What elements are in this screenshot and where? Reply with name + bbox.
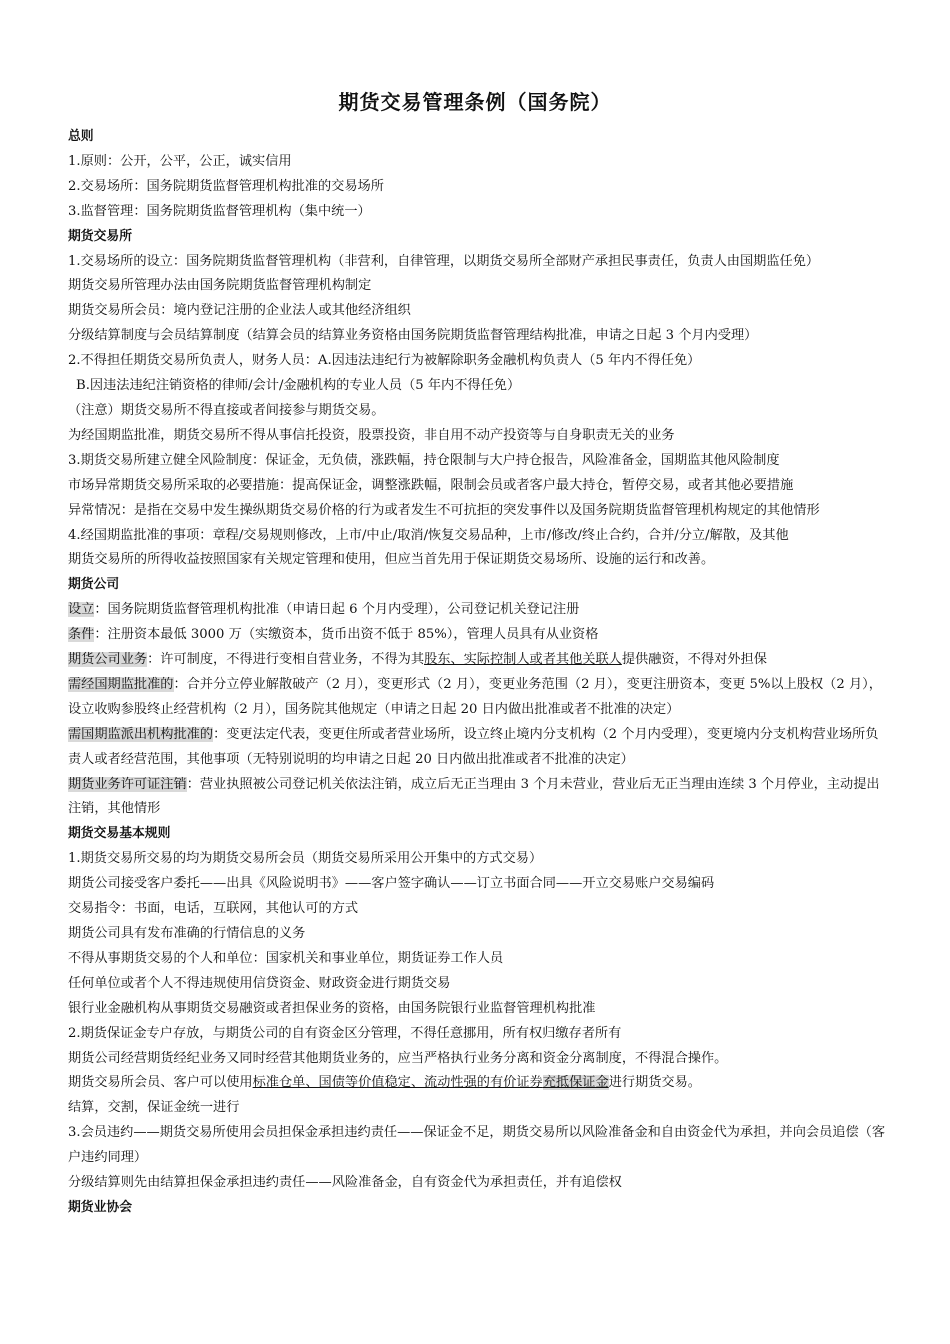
- paragraph-text: 提供融资，不得对外担保: [621, 652, 767, 668]
- paragraph: 银行业金融机构从事期货交易融资或者担保业务的资格，由国务院银行业监督管理机构批准: [68, 1000, 596, 1016]
- paragraph: 分级结算则先由结算担保金承担违约责任——风险准备金，自有资金代为承担责任，并有追偿权: [68, 1175, 622, 1191]
- paragraph-text: ：合并分立停业解散破产（2 月），变更形式（2 月），变更业务范围（2 月），变更注册资本，变更 5%以上股权（2 月），设立收购参股终止经营机构（2 月），国务院其他规定（申请之日起 20 日内做出批准或者不批准的决定）: [68, 676, 882, 717]
- highlighted-term: 条件: [68, 627, 95, 643]
- highlighted-term: 需国期监派出机构批准的: [68, 726, 214, 742]
- paragraph-text: ：注册资本最低 3000 万（实缴资本，货币出资不低于 85%），管理人员具有从业资格: [94, 627, 599, 643]
- paragraph-text: 期货交易所会员、客户可以使用: [68, 1075, 253, 1091]
- paragraph: 1.期货交易所交易的均为期货交易所会员（期货交易所采用公开集中的方式交易）: [68, 851, 543, 867]
- highlighted-term: 设立: [68, 602, 95, 618]
- paragraph: （注意）期货交易所不得直接或者间接参与期货交易。: [68, 402, 385, 418]
- paragraph: 2.期货保证金专户存放，与期货公司的自有资金区分管理，不得任意挪用，所有权归缴存者所有: [68, 1025, 622, 1041]
- paragraph: B.因违法违纪注销资格的律师/会计/金融机构的专业人员（5 年内不得任免）: [76, 378, 521, 394]
- paragraph: 期货交易所管理办法由国务院期货监督管理机构制定: [68, 278, 372, 294]
- paragraph: 3.会员违约——期货交易所使用会员担保金承担违约责任——保证金不足，期货交易所以风险准备金和自由资金代为承担，并向会员追偿（客户违约同理）: [68, 1125, 886, 1166]
- paragraph: [68, 673, 888, 723]
- underlined-text: 标准仓单、国债等价值稳定、流动性强的有价证券: [252, 1075, 543, 1091]
- highlighted-term: 期货业务许可证注销: [68, 776, 187, 792]
- section-heading-rules: 期货交易基本规则: [68, 826, 171, 842]
- document-title: 期货交易管理条例（国务院）: [338, 90, 612, 114]
- section-heading-general: 总则: [68, 129, 94, 144]
- document-body: [68, 125, 888, 1221]
- paragraph: 期货公司经营期货经纪业务又同时经营其他期货业务的，应当严格执行业务分离和资金分离制度，不得混合操作。: [68, 1050, 728, 1066]
- paragraph: 1.交易场所的设立：国务院期货监督管理机构（非营利，自律管理，以期货交易所全部财产承担民事责任，负责人由国期监任免）: [68, 253, 820, 269]
- paragraph: 不得从事期货交易的个人和单位：国家机关和事业单位，期货证券工作人员: [68, 950, 504, 966]
- highlighted-term: 期货公司业务: [68, 652, 148, 668]
- paragraph: 3.监督管理：国务院期货监督管理机构（集中统一）: [68, 203, 371, 219]
- section-heading-company: 期货公司: [68, 577, 120, 593]
- paragraph: 为经国期监批准，期货交易所不得从事信托投资，股票投资，非自用不动产投资等与自身职责无关的业务: [68, 427, 675, 443]
- paragraph-text: 进行期货交易。: [608, 1075, 701, 1091]
- paragraph: 结算，交割，保证金统一进行: [68, 1100, 240, 1116]
- underlined-text: 股东、实际控制人或者其他关联人: [424, 652, 622, 668]
- highlighted-term: 充抵保证金: [542, 1075, 609, 1091]
- paragraph: 任何单位或者个人不得违规使用信贷资金、财政资金进行期货交易: [68, 975, 451, 991]
- paragraph: 1.原则：公开，公平，公正，诚实信用: [68, 153, 292, 169]
- paragraph: 期货交易所会员：境内登记注册的企业法人或其他经济组织: [68, 303, 411, 319]
- paragraph: 2.交易场所：国务院期货监督管理机构批准的交易场所: [68, 178, 384, 194]
- paragraph: 3.期货交易所建立健全风险制度：保证金，无负债，涨跌幅，持仓限制与大户持仓报告，风险准备金，国期监其他风险制度: [68, 452, 780, 468]
- paragraph: [68, 648, 888, 673]
- paragraph: 交易指令：书面，电话，互联网，其他认可的方式: [68, 901, 359, 917]
- paragraph: 期货公司接受客户委托——出具《风险说明书》——客户签字确认——订立书面合同——开立交易账户交易编码: [68, 876, 715, 892]
- highlighted-term: 需经国期监批准的: [68, 676, 174, 692]
- paragraph: 4.经国期监批准的事项：章程/交易规则修改，上市/中止/取消/恢复交易品种，上市/修改/终止合约，合并/分立/解散，及其他: [68, 527, 789, 543]
- paragraph-text: ：国务院期货监督管理机构批准（申请日起 6 个月内受理），公司登记机关登记注册: [94, 602, 580, 618]
- paragraph: 分级结算制度与会员结算制度（结算会员的结算业务资格由国务院期货监督管理结构批准，申请之日起 3 个月内受理）: [68, 328, 758, 344]
- section-heading-association: 期货业协会: [68, 1199, 132, 1215]
- paragraph: 异常情况：是指在交易中发生操纵期货交易价格的行为或者发生不可抗拒的突发事件以及国务院期货监督管理机构规定的其他情形: [68, 502, 820, 518]
- paragraph: [68, 623, 888, 648]
- paragraph-text: ：营业执照被公司登记机关依法注销，成立后无正当理由 3 个月未营业，营业后无正当理由连续 3 个月停业，主动提出注销，其他情形: [68, 776, 880, 817]
- paragraph: [68, 1071, 888, 1096]
- section-heading-exchange: 期货交易所: [68, 228, 132, 244]
- paragraph-text: ：许可制度，不得进行变相自营业务，不得为其: [147, 652, 425, 668]
- paragraph: [68, 723, 888, 773]
- paragraph: 2.不得担任期货交易所负责人，财务人员：A.因违法违纪行为被解除职务金融机构负责人（5 年内不得任免）: [68, 353, 701, 369]
- paragraph: [68, 773, 888, 823]
- paragraph-text: ：变更法定代表，变更住所或者营业场所，设立终止境内分支机构（2 个月内受理），变更境内分支机构营业场所负责人或者经营范围，其他事项（无特别说明的均申请之日起 20 日内做出批准或者不批准的决定）: [68, 726, 879, 767]
- paragraph: 期货交易所的所得收益按照国家有关规定管理和使用，但应当首先用于保证期货交易场所、设施的运行和改善。: [68, 552, 715, 568]
- paragraph: [68, 598, 888, 623]
- paragraph: 期货公司具有发布准确的行情信息的义务: [68, 926, 306, 941]
- paragraph: 市场异常期货交易所采取的必要措施：提高保证金，调整涨跌幅，限制会员或者客户最大持仓，暂停交易，或者其他必要措施: [68, 477, 794, 493]
